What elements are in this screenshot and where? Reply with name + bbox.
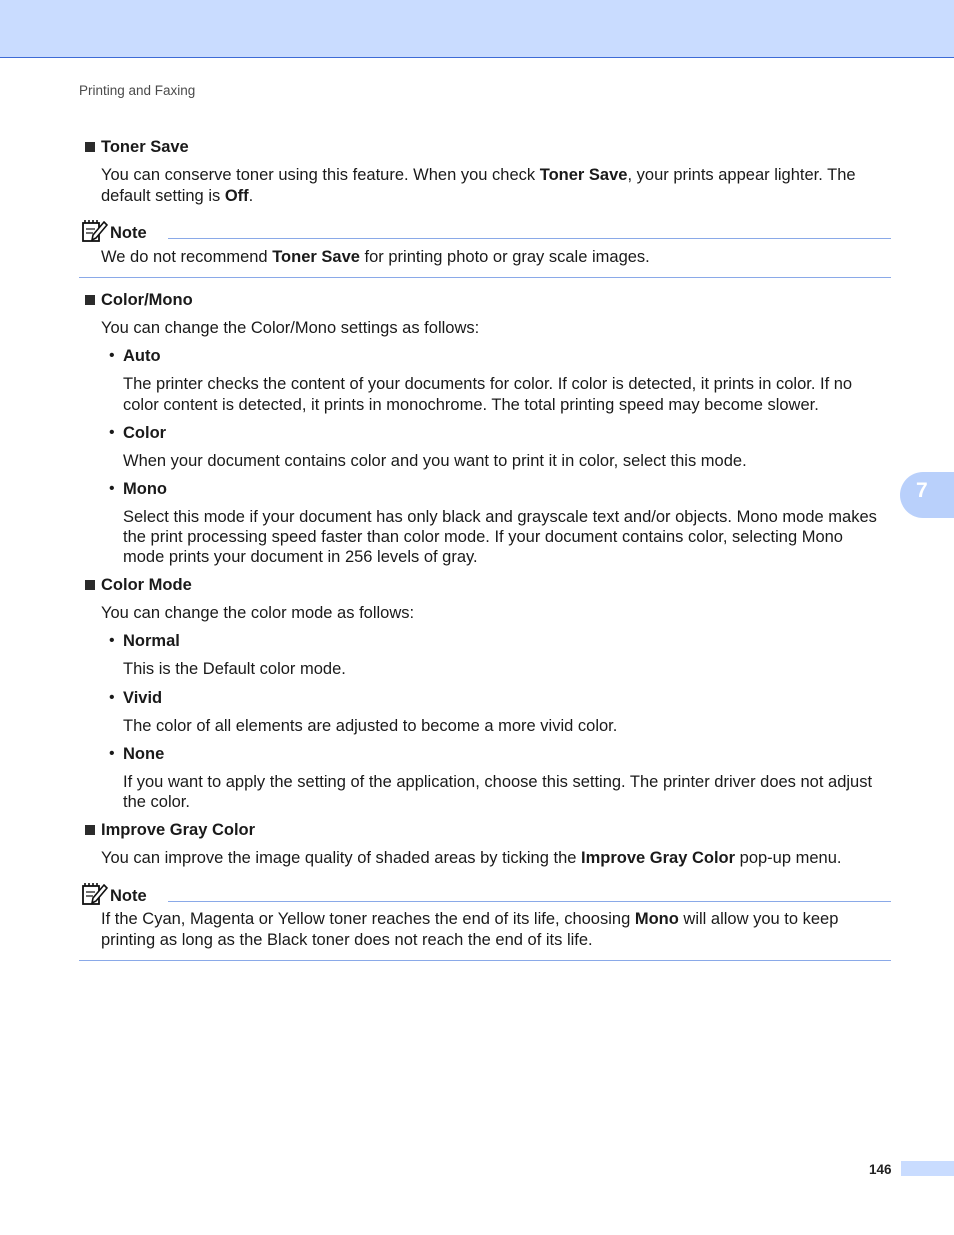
color-mode-intro: You can change the color mode as follows: xyxy=(101,604,415,622)
note-text-line-1: If the Cyan, Magenta or Yellow toner reaches the end of its life, choosing Mono will allow you to keep xyxy=(101,910,839,928)
dot-bullet-icon: • xyxy=(109,632,115,649)
option-label: Auto xyxy=(123,347,161,365)
dot-bullet-icon: • xyxy=(109,689,115,706)
chapter-number: 7 xyxy=(916,479,928,502)
toner-save-heading: Toner Save xyxy=(101,138,189,156)
toner-save-body-line-2: default setting is Off. xyxy=(101,187,254,205)
option-description-line: mode prints your document in 256 levels of gray. xyxy=(123,548,478,566)
square-bullet-icon xyxy=(85,580,95,590)
square-bullet-icon xyxy=(85,142,95,152)
color-mono-intro: You can change the Color/Mono settings as follows: xyxy=(101,319,480,337)
note-text: We do not recommend Toner Save for printing photo or gray scale images. xyxy=(101,248,650,266)
option-label: Normal xyxy=(123,632,180,650)
dot-bullet-icon: • xyxy=(109,480,115,497)
note-pencil-icon xyxy=(80,882,108,906)
option-description-line: Select this mode if your document has only black and grayscale text and/or objects. Mono mode makes xyxy=(123,508,877,526)
improve-gray-body: You can improve the image quality of shaded areas by ticking the Improve Gray Color pop-up menu. xyxy=(101,849,842,867)
page-number: 146 xyxy=(869,1162,892,1177)
note-divider xyxy=(168,238,891,239)
option-description-line: The printer checks the content of your documents for color. If color is detected, it prints in color. If no xyxy=(123,375,853,393)
dot-bullet-icon: • xyxy=(109,745,115,762)
running-head: Printing and Faxing xyxy=(79,83,196,98)
note-title: Note xyxy=(110,887,147,905)
option-description-line: The color of all elements are adjusted to become a more vivid color. xyxy=(123,717,618,735)
improve-gray-heading: Improve Gray Color xyxy=(101,821,256,839)
dot-bullet-icon: • xyxy=(109,424,115,441)
option-description-line: If you want to apply the setting of the application, choose this setting. The printer driver does not adjust xyxy=(123,773,873,791)
option-description-line: This is the Default color mode. xyxy=(123,660,346,678)
toner-save-body-line-1: You can conserve toner using this feature. When you check Toner Save, your prints appear lighter. The xyxy=(101,166,856,184)
note-bottom-rule xyxy=(79,960,891,961)
option-description-line: When your document contains color and you want to print it in color, select this mode. xyxy=(123,452,747,470)
color-mode-heading: Color Mode xyxy=(101,576,192,594)
dot-bullet-icon: • xyxy=(109,347,115,364)
square-bullet-icon xyxy=(85,295,95,305)
square-bullet-icon xyxy=(85,825,95,835)
note-pencil-icon xyxy=(80,219,108,243)
note-bottom-rule xyxy=(79,277,891,278)
note-text-line-2: printing as long as the Black toner does not reach the end of its life. xyxy=(101,931,593,949)
option-label: Mono xyxy=(123,480,167,498)
option-description-line: the print processing speed faster than color mode. If your document contains color, selecting Mono xyxy=(123,528,843,546)
note-divider xyxy=(168,901,891,902)
color-mono-heading: Color/Mono xyxy=(101,291,193,309)
top-header-band xyxy=(0,0,954,58)
option-description-line: color content is detected, it prints in monochrome. The total printing speed may become slower. xyxy=(123,396,819,414)
note-title: Note xyxy=(110,224,147,242)
option-description-line: the color. xyxy=(123,793,190,811)
page-number-bar xyxy=(901,1161,954,1176)
option-label: None xyxy=(123,745,165,763)
option-label: Color xyxy=(123,424,167,442)
option-label: Vivid xyxy=(123,689,163,707)
